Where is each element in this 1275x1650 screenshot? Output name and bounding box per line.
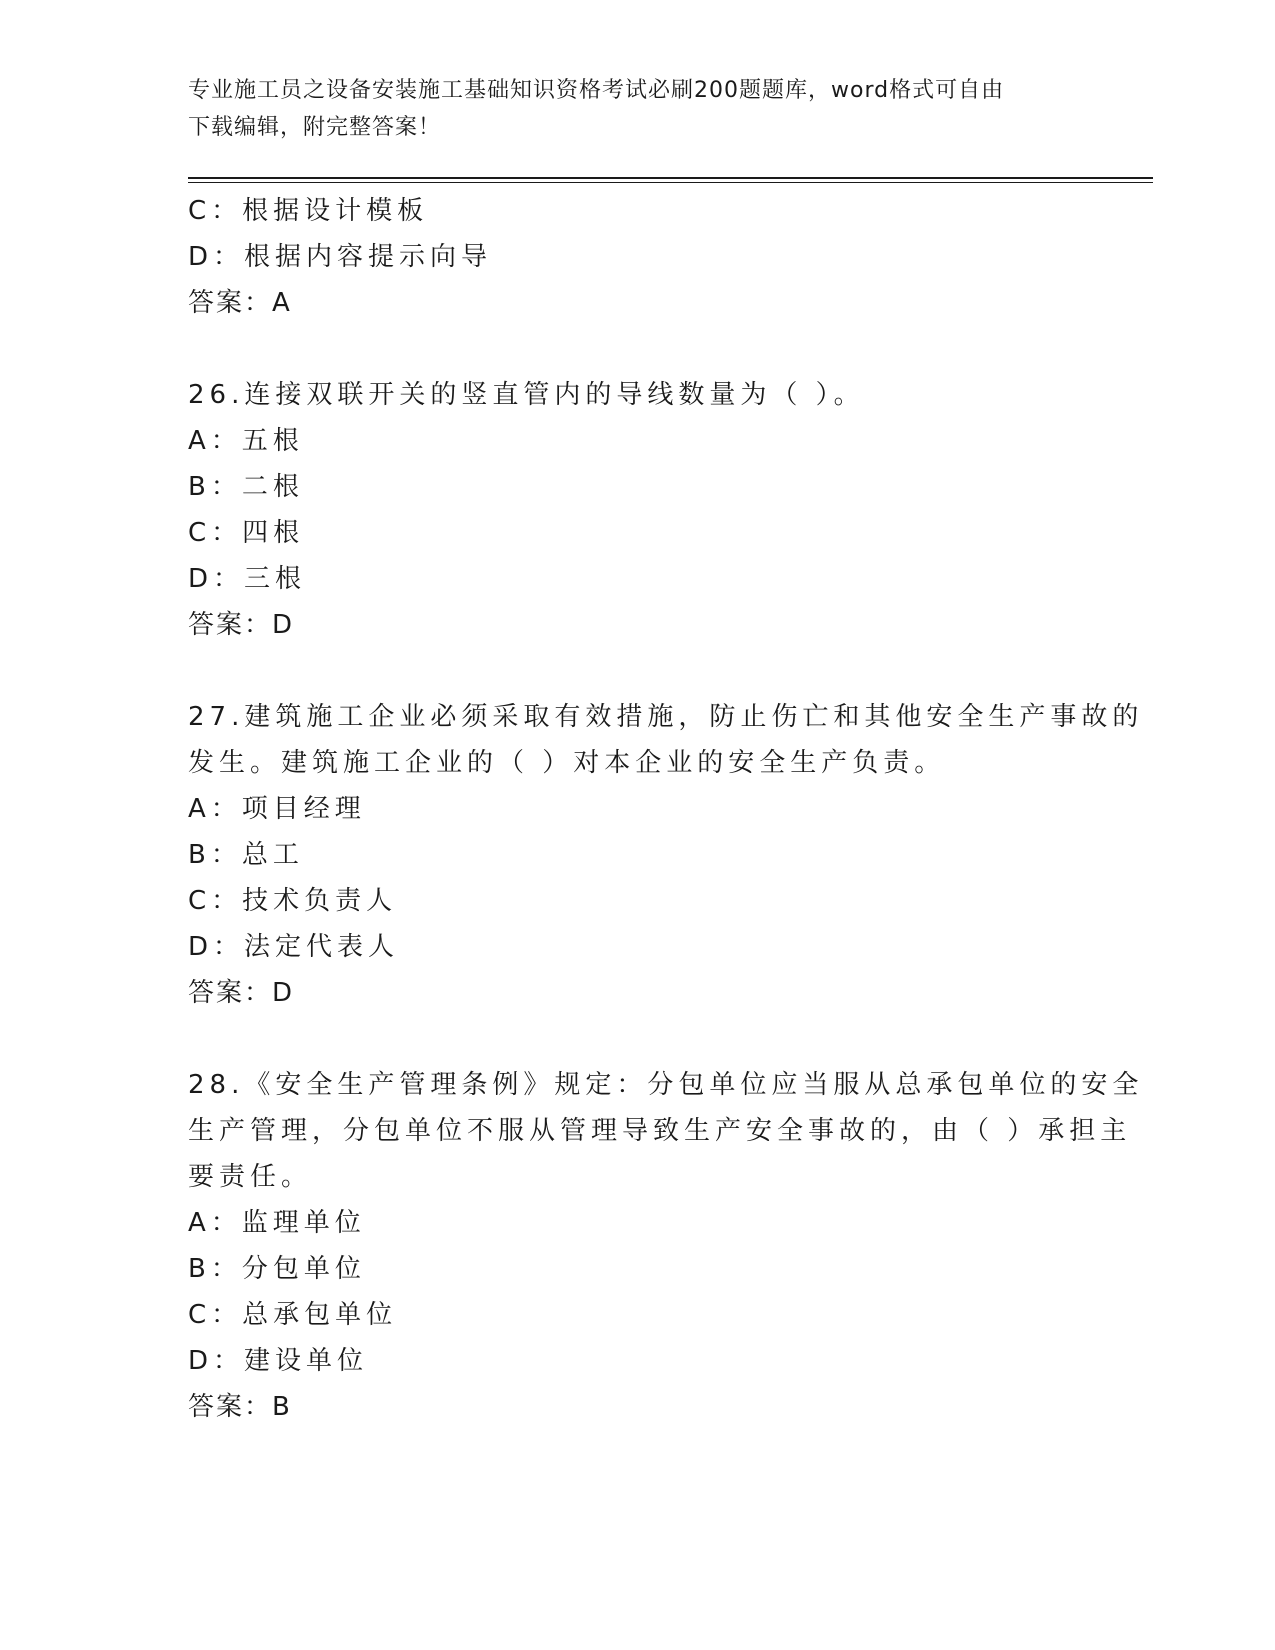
question-stem: 26.连接双联开关的竖直管内的导线数量为（ ）。	[188, 380, 865, 410]
question-stem-line-1: 28.《安全生产管理条例》规定：分包单位应当服从总承包单位的安全	[188, 1070, 1144, 1100]
question-stem-line-2: 发生。建筑施工企业的（ ）对本企业的安全生产负责。	[188, 748, 946, 778]
spacer	[188, 648, 1088, 694]
option-c: C：总承包单位	[188, 1300, 398, 1330]
document-header	[188, 72, 1068, 146]
question-list	[188, 188, 1144, 1430]
spacer	[188, 1016, 1088, 1062]
option-b: B：总工	[188, 840, 304, 870]
option-c: C：技术负责人	[188, 886, 398, 916]
answer-line: 答案：D	[188, 610, 295, 640]
answer-line: 答案：A	[188, 288, 292, 318]
header-divider-thin	[188, 182, 1153, 183]
option-a: A：五根	[188, 426, 304, 456]
option-d: D：根据内容提示向导	[188, 242, 493, 272]
question-stem-line-2: 生产管理，分包单位不服从管理导致生产安全事故的，由（ ）承担主	[188, 1116, 1132, 1146]
header-line-2: 下载编辑，附完整答案！	[188, 115, 442, 140]
question-stem-line-1: 27.建筑施工企业必须采取有效措施，防止伤亡和其他安全生产事故的	[188, 702, 1144, 732]
answer-line: 答案：D	[188, 978, 295, 1008]
option-b: B：二根	[188, 472, 304, 502]
option-d: D：建设单位	[188, 1346, 369, 1376]
option-c: C：根据设计模板	[188, 196, 429, 226]
option-a: A：监理单位	[188, 1208, 366, 1238]
option-c: C：四根	[188, 518, 305, 548]
spacer	[188, 326, 1088, 372]
option-b: B：分包单位	[188, 1254, 366, 1284]
option-d: D：法定代表人	[188, 932, 400, 962]
header-divider-thick	[188, 177, 1153, 179]
question-stem-line-3: 要责任。	[188, 1162, 313, 1192]
option-a: A：项目经理	[188, 794, 366, 824]
option-d: D：三根	[188, 564, 307, 594]
question-26	[188, 372, 1088, 648]
question-27	[188, 694, 1144, 1016]
header-line-1: 专业施工员之设备安装施工基础知识资格考试必刷200题题库，word格式可自由	[188, 78, 1005, 103]
question-25-continued	[188, 188, 1088, 326]
answer-line: 答案：B	[188, 1392, 292, 1422]
question-28	[188, 1062, 1144, 1430]
